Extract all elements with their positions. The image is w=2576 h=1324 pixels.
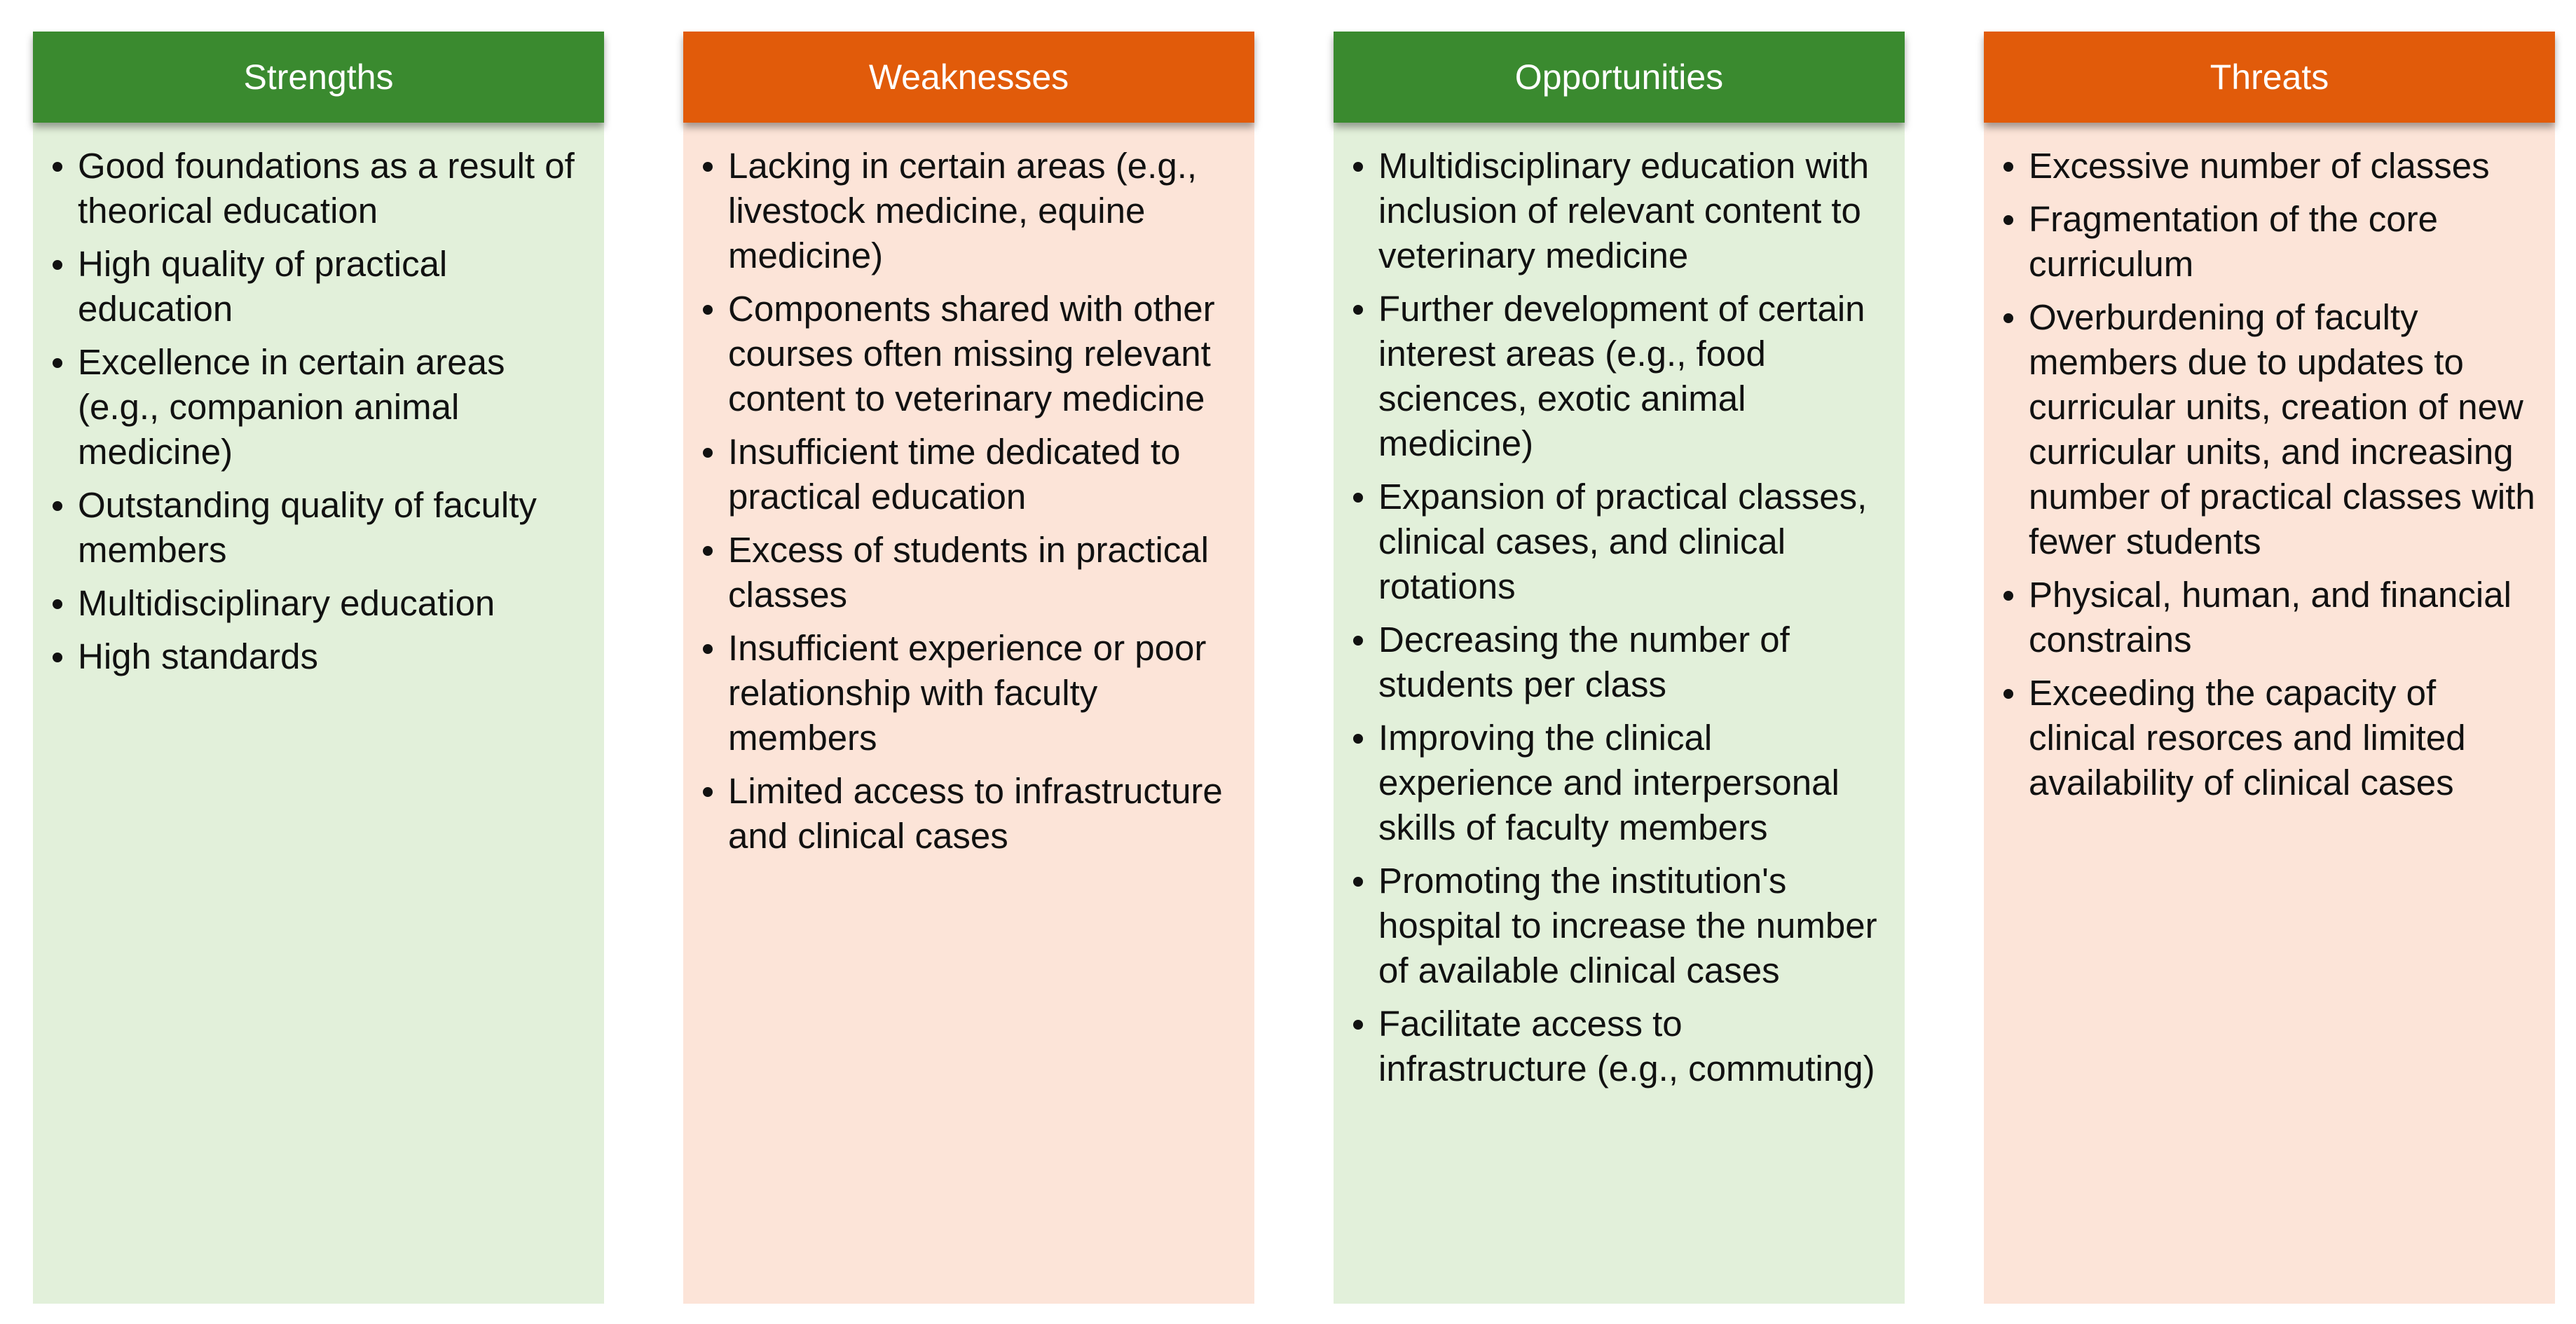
weaknesses-column: [683, 32, 1254, 1304]
bullet-icon: [703, 787, 713, 797]
opportunities-list: [1350, 144, 1891, 1091]
weaknesses-item-text: Insufficient time dedicated to practical education: [728, 432, 1181, 517]
opportunities-item-text: Promoting the institution's hospital to increase the number of available clinical cases: [1378, 861, 1877, 990]
weaknesses-item-text: Limited access to infrastructure and clinical cases: [728, 771, 1223, 856]
threats-item-text: Fragmentation of the core curriculum: [2029, 199, 2438, 284]
bullet-icon: [703, 162, 713, 172]
strengths-item-text: Excellence in certain areas (e.g., companion animal medicine): [78, 342, 505, 472]
bullet-icon: [703, 305, 713, 315]
weaknesses-item-text: Insufficient experience or poor relationship with faculty members: [728, 628, 1207, 758]
strengths-item-text: High standards: [78, 636, 319, 676]
strengths-item-text: Multidisciplinary education: [78, 583, 495, 623]
threats-item-text: Overburdening of faculty members due to updates to curricular units, creation of new curricular units, and increasing number of practical classes with fewer students: [2029, 297, 2535, 561]
strengths-item-text: Good foundations as a result of theorical education: [78, 146, 575, 231]
bullet-icon: [53, 162, 62, 172]
opportunities-item: [1350, 144, 1891, 278]
bullet-icon: [2003, 313, 2013, 323]
threats-item: [2001, 197, 2541, 287]
bullet-icon: [53, 599, 62, 609]
weaknesses-item: [700, 287, 1240, 421]
bullet-icon: [2003, 689, 2013, 699]
threats-column: [1984, 32, 2555, 1304]
bullet-icon: [53, 358, 62, 368]
threats-body: [1984, 123, 2555, 1304]
threats-item: [2001, 144, 2541, 189]
weaknesses-item-text: Excess of students in practical classes: [728, 530, 1209, 615]
opportunities-item-text: Multidisciplinary education with inclusion of relevant content to veterinary medicine: [1378, 146, 1870, 275]
threats-list: [2001, 144, 2541, 805]
opportunities-body: [1334, 123, 1905, 1304]
threats-item-text: Physical, human, and financial constrains: [2029, 575, 2512, 660]
opportunities-item: [1350, 716, 1891, 850]
bullet-icon: [53, 260, 62, 270]
strengths-item: [50, 581, 590, 626]
bullet-icon: [1353, 1020, 1363, 1030]
weaknesses-item-text: Lacking in certain areas (e.g., livestock medicine, equine medicine): [728, 146, 1198, 275]
weaknesses-item: [700, 626, 1240, 760]
bullet-icon: [1353, 305, 1363, 315]
strengths-item: [50, 634, 590, 679]
strengths-item-text: Outstanding quality of faculty members: [78, 485, 537, 570]
strengths-header: Strengths: [33, 32, 604, 123]
opportunities-item-text: Decreasing the number of students per class: [1378, 620, 1790, 704]
opportunities-item: [1350, 475, 1891, 609]
strengths-item: [50, 340, 590, 475]
opportunities-item: [1350, 1002, 1891, 1091]
strengths-item: [50, 483, 590, 573]
strengths-column: [33, 32, 604, 1304]
bullet-icon: [703, 546, 713, 556]
bullet-icon: [2003, 591, 2013, 601]
opportunities-column: [1334, 32, 1905, 1304]
bullet-icon: [703, 448, 713, 458]
strengths-body: [33, 123, 604, 1304]
threats-item: [2001, 573, 2541, 662]
opportunities-item: [1350, 859, 1891, 993]
threats-header: Threats: [1984, 32, 2555, 123]
bullet-icon: [53, 653, 62, 662]
weaknesses-item-text: Components shared with other courses often missing relevant content to veterinary medicine: [728, 289, 1215, 418]
weaknesses-item: [700, 430, 1240, 519]
bullet-icon: [1353, 636, 1363, 646]
threats-item: [2001, 295, 2541, 564]
weaknesses-item: [700, 528, 1240, 617]
bullet-icon: [53, 501, 62, 511]
weaknesses-list: [700, 144, 1240, 859]
bullet-icon: [1353, 162, 1363, 172]
threats-item-text: Excessive number of classes: [2029, 146, 2490, 186]
bullet-icon: [2003, 162, 2013, 172]
threats-item-text: Exceeding the capacity of clinical resorces and limited availability of clinical cases: [2029, 673, 2466, 803]
bullet-icon: [703, 644, 713, 654]
strengths-item-text: High quality of practical education: [78, 244, 448, 329]
opportunities-item: [1350, 287, 1891, 466]
weaknesses-item: [700, 144, 1240, 278]
opportunities-item-text: Expansion of practical classes, clinical cases, and clinical rotations: [1378, 477, 1868, 606]
bullet-icon: [2003, 215, 2013, 225]
weaknesses-header: Weaknesses: [683, 32, 1254, 123]
weaknesses-item: [700, 769, 1240, 859]
threats-item: [2001, 671, 2541, 805]
bullet-icon: [1353, 734, 1363, 744]
bullet-icon: [1353, 493, 1363, 503]
opportunities-item-text: Further development of certain interest areas (e.g., food sciences, exotic animal medicine): [1378, 289, 1865, 463]
opportunities-item-text: Improving the clinical experience and interpersonal skills of faculty members: [1378, 718, 1839, 847]
opportunities-item: [1350, 617, 1891, 707]
strengths-list: [50, 144, 590, 679]
opportunities-header: Opportunities: [1334, 32, 1905, 123]
opportunities-item-text: Facilitate access to infrastructure (e.g., commuting): [1378, 1004, 1875, 1088]
weaknesses-body: [683, 123, 1254, 1304]
strengths-item: [50, 242, 590, 332]
strengths-item: [50, 144, 590, 233]
bullet-icon: [1353, 877, 1363, 887]
